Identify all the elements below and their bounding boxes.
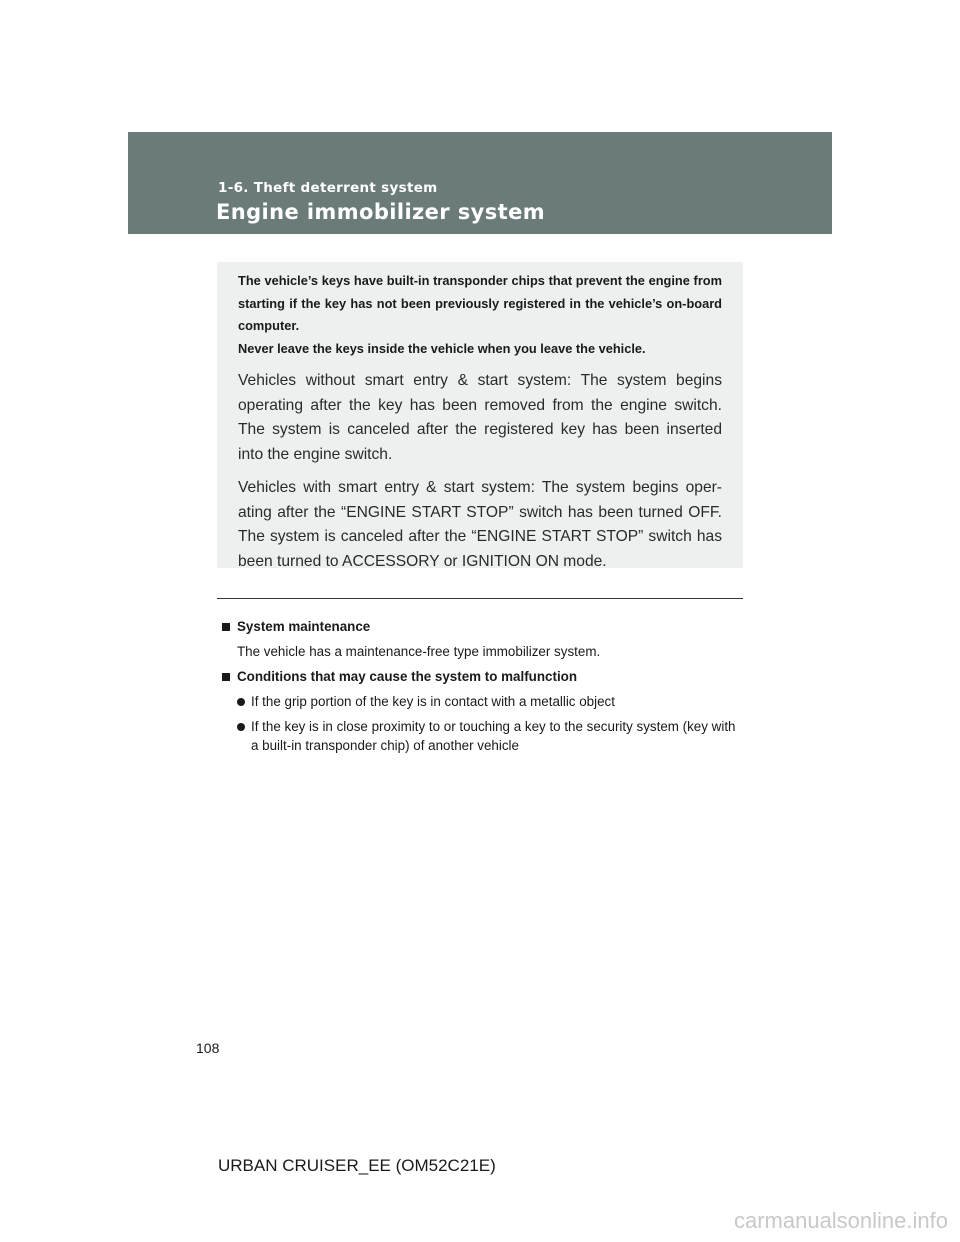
note-heading-text: System maintenance	[237, 619, 371, 634]
intro-warning-text: Never leave the keys inside the vehicle when you leave the vehicle.	[238, 340, 646, 356]
intro-warning-text: The vehicle’s keys have built-in transponder chips that prevent the engine from starting if the key has not been previously registered in the vehicle’s on-board computer.	[238, 273, 722, 333]
document-code: URBAN CRUISER_EE (OM52C21E)	[218, 1156, 496, 1175]
square-bullet-icon	[222, 623, 230, 631]
round-bullet-icon	[237, 723, 245, 731]
notes-section	[222, 617, 738, 755]
intro-box	[217, 262, 743, 568]
page-number: 108	[196, 1040, 220, 1056]
watermark-text: carmanualsonline.info	[733, 1208, 948, 1233]
section-divider	[217, 598, 743, 599]
note-heading-text: Conditions that may cause the system to malfunction	[237, 669, 578, 684]
square-bullet-icon	[222, 673, 230, 681]
note-heading	[222, 617, 738, 636]
note-heading	[222, 667, 738, 686]
note-body: The vehicle has a maintenance-free type immobilizer system.	[237, 644, 601, 659]
note-bullet-text: If the key is in close proximity to or touching a key to the security system (key with a built-in transponder chip) of another vehicle	[251, 719, 736, 753]
note-bullet-item	[237, 692, 738, 711]
intro-paragraph: Vehicles with smart entry & start system: The system begins oper-ating after the “ENGINE START STOP” switch has been turned OFF. The system is canceled after the “ENGINE START STOP” switch has been turned to ACCESSORY or IGNITION ON mode.	[238, 479, 722, 570]
note-bullet-item	[237, 717, 738, 755]
intro-paragraph: Vehicles without smart entry & start system: The system begins operating after the key has been removed from the engine switch. The system is canceled after the registered key has been inserted into the engine switch.	[238, 372, 722, 463]
header-band	[128, 132, 832, 234]
section-label: 1-6. Theft deterrent system	[218, 180, 438, 196]
round-bullet-icon	[237, 698, 245, 706]
note-bullet-text: If the grip portion of the key is in contact with a metallic object	[251, 694, 615, 709]
page-title: Engine immobilizer system	[216, 200, 546, 224]
